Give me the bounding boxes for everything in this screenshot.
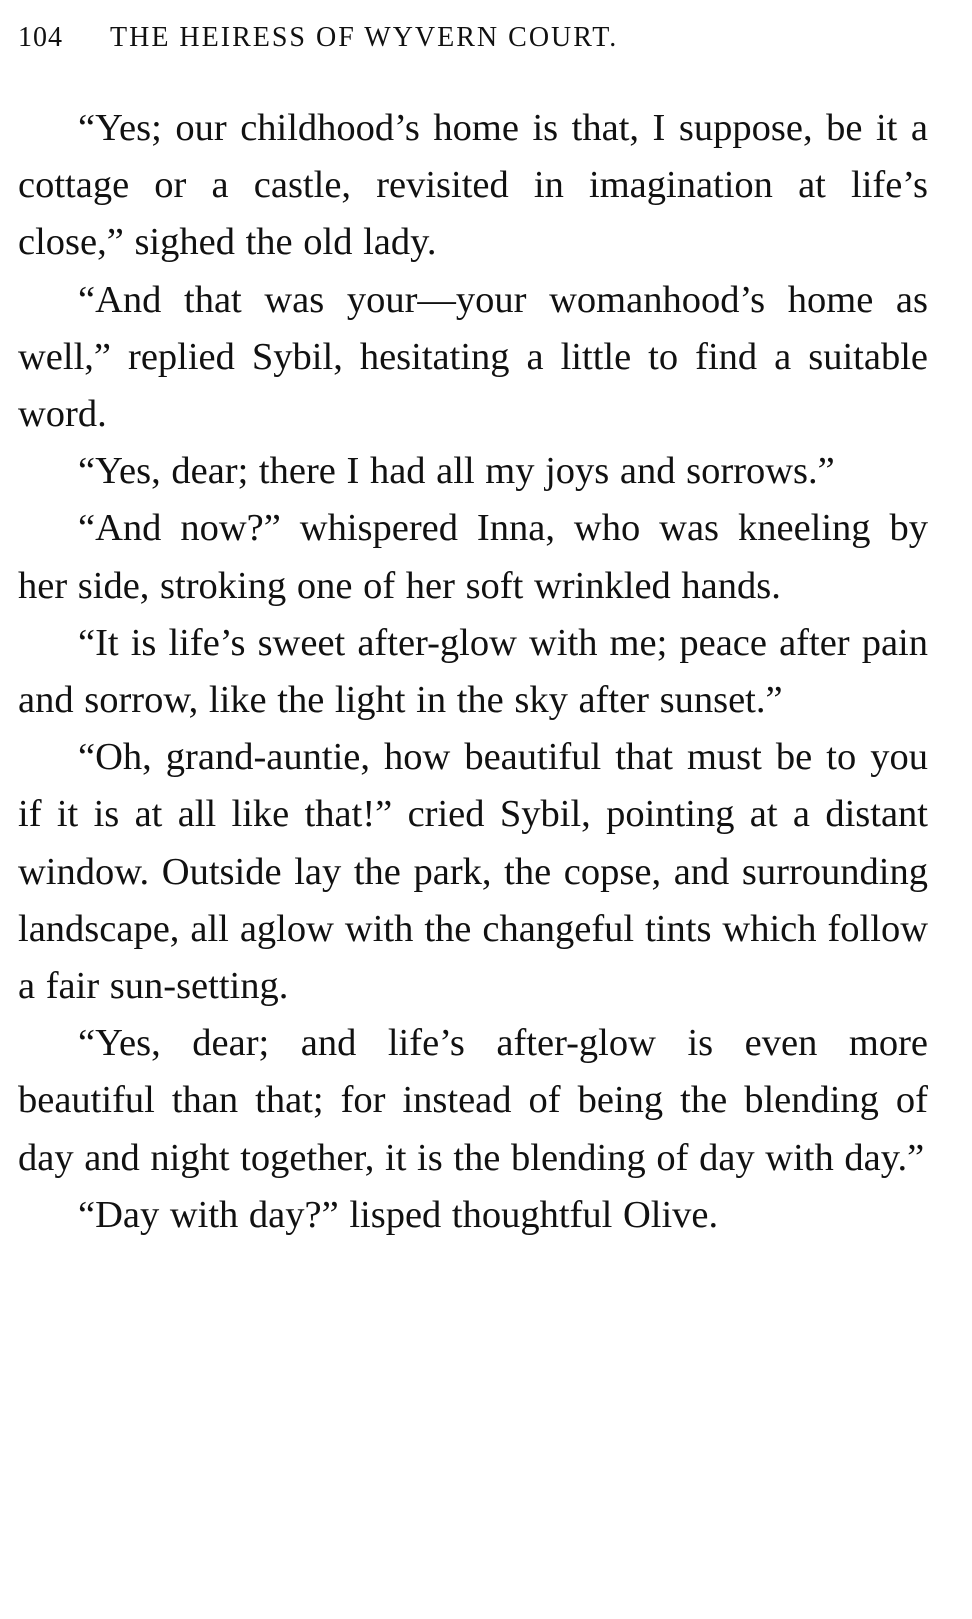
page-number: 104 [18, 22, 63, 53]
body-text [18, 100, 928, 1244]
paragraph: “And now?” whispered Inna, who was kneeling by her side, stroking one of her soft wrinkled hands. [18, 507, 928, 607]
book-title: THE HEIRESS OF WYVERN COURT. [110, 22, 619, 53]
paragraph: “Yes; our childhood’s home is that, I suppose, be it a cottage or a castle, revisited in imagination at life’s close,” sighed the old lady. [18, 107, 928, 264]
paragraph: “Yes, dear; and life’s after-glow is even more beautiful than that; for instead of being the blending of day and night together, it is the blending of day with day.” [18, 1022, 928, 1179]
paragraph: “And that was your—your womanhood’s home as well,” replied Sybil, hesitating a little to find a suitable word. [18, 278, 928, 436]
paragraph: “Day with day?” lisped thoughtful Olive. [78, 1193, 719, 1236]
paragraph: “Oh, grand-auntie, how beautiful that must be to you if it is at all like that!” cried Sybil, pointing at a distant window. Outside lay the park, the copse, and surrounding landscape, all aglow with the changeful tints which follow a fair sun-setting. [18, 736, 928, 1008]
paragraph: “Yes, dear; there I had all my joys and sorrows.” [78, 450, 835, 493]
running-head [18, 22, 928, 70]
paragraph: “It is life’s sweet after-glow with me; peace after pain and sorrow, like the light in the sky after sunset.” [18, 621, 928, 722]
